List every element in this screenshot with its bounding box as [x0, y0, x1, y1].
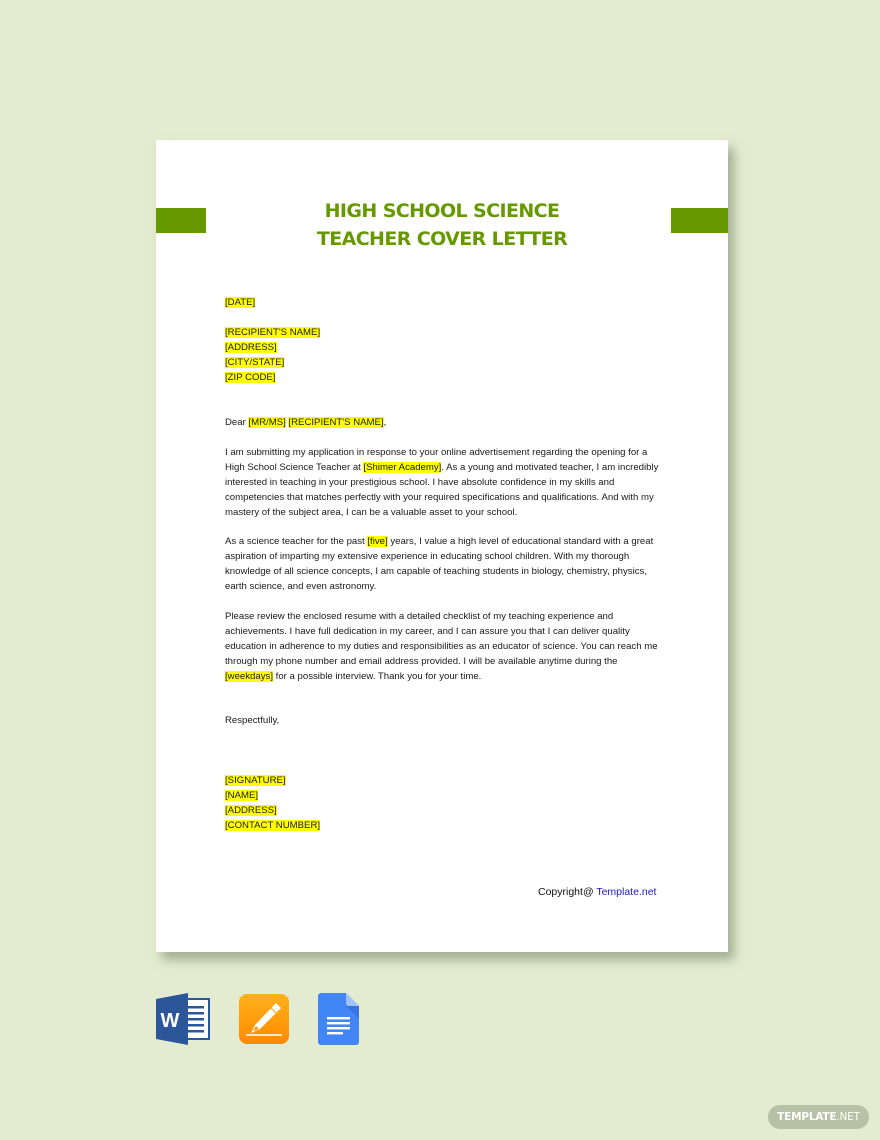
title-line-1: HIGH SCHOOL SCIENCE: [324, 200, 560, 222]
recipient-name-field: [RECIPIENT'S NAME]: [225, 327, 321, 338]
document-page: [156, 140, 728, 952]
paragraph-2: As a science teacher for the past [five] years, I value a high level of educational standard with a great aspiration of imparting my extensive experience in educating school children. With my thorough knowledge of all science concepts, I am capable of teaching students in biology, chemistry, physics, earth science, and even astronomy.: [225, 536, 654, 592]
title-line-2: TEACHER COVER LETTER: [316, 228, 568, 250]
apple-pages-icon[interactable]: [238, 993, 290, 1050]
closing: Respectfully,: [225, 715, 280, 726]
salutation-name-placeholder: [RECIPIENT'S NAME]: [288, 417, 384, 428]
signature-field: [SIGNATURE]: [225, 775, 286, 786]
signer-name-field: [NAME]: [225, 790, 259, 801]
template-net-watermark: TEMPLATE.NET: [768, 1105, 869, 1129]
contact-number-field: [CONTACT NUMBER]: [225, 820, 321, 831]
salutation: Dear [MR/MS] [RECIPIENT'S NAME],: [225, 417, 387, 428]
paragraph-1: I am submitting my application in response to your online advertisement regarding the opening for a High School Science Teacher at [Shimer Academy]. As a young and motivated teacher, I am incredibly interested in teaching in your prestigious school. I have absolute confidence in my skills and competencies that matches perfectly with your required specifications and qualifications. And with my mastery of the subject area, I can be a valuable asset to your school.: [225, 446, 659, 518]
city-state-field: [CITY/STATE]: [225, 357, 285, 368]
template-net-link[interactable]: Template.net: [596, 886, 657, 898]
svg-text:W: W: [160, 1010, 180, 1032]
zip-code-field: [ZIP CODE]: [225, 372, 276, 383]
years-placeholder: [five]: [367, 536, 388, 547]
availability-placeholder: [weekdays]: [225, 670, 273, 682]
document-title: [156, 197, 728, 253]
school-placeholder: [Shimer Academy]: [363, 461, 442, 473]
letter-body: [225, 295, 665, 833]
google-docs-icon[interactable]: [318, 993, 360, 1050]
copyright-notice: Copyright@ Template.net: [538, 886, 657, 898]
salutation-title-placeholder: [MR/MS]: [248, 417, 286, 428]
signer-address-field: [ADDRESS]: [225, 805, 277, 816]
paragraph-3: Please review the enclosed resume with a detailed checklist of my teaching experience and achievements. I have full dedication in my career, and I can assure you that I can deliver quality education in adherence to my duties and responsibilities as an educator of science. You can reach me through my phone number and email address provided. I will be available anytime during the [weekdays] for a possible interview. Thank you for your time.: [225, 610, 658, 682]
microsoft-word-icon[interactable]: [156, 993, 212, 1050]
date-field: [DATE]: [225, 297, 256, 308]
address-field: [ADDRESS]: [225, 342, 277, 353]
